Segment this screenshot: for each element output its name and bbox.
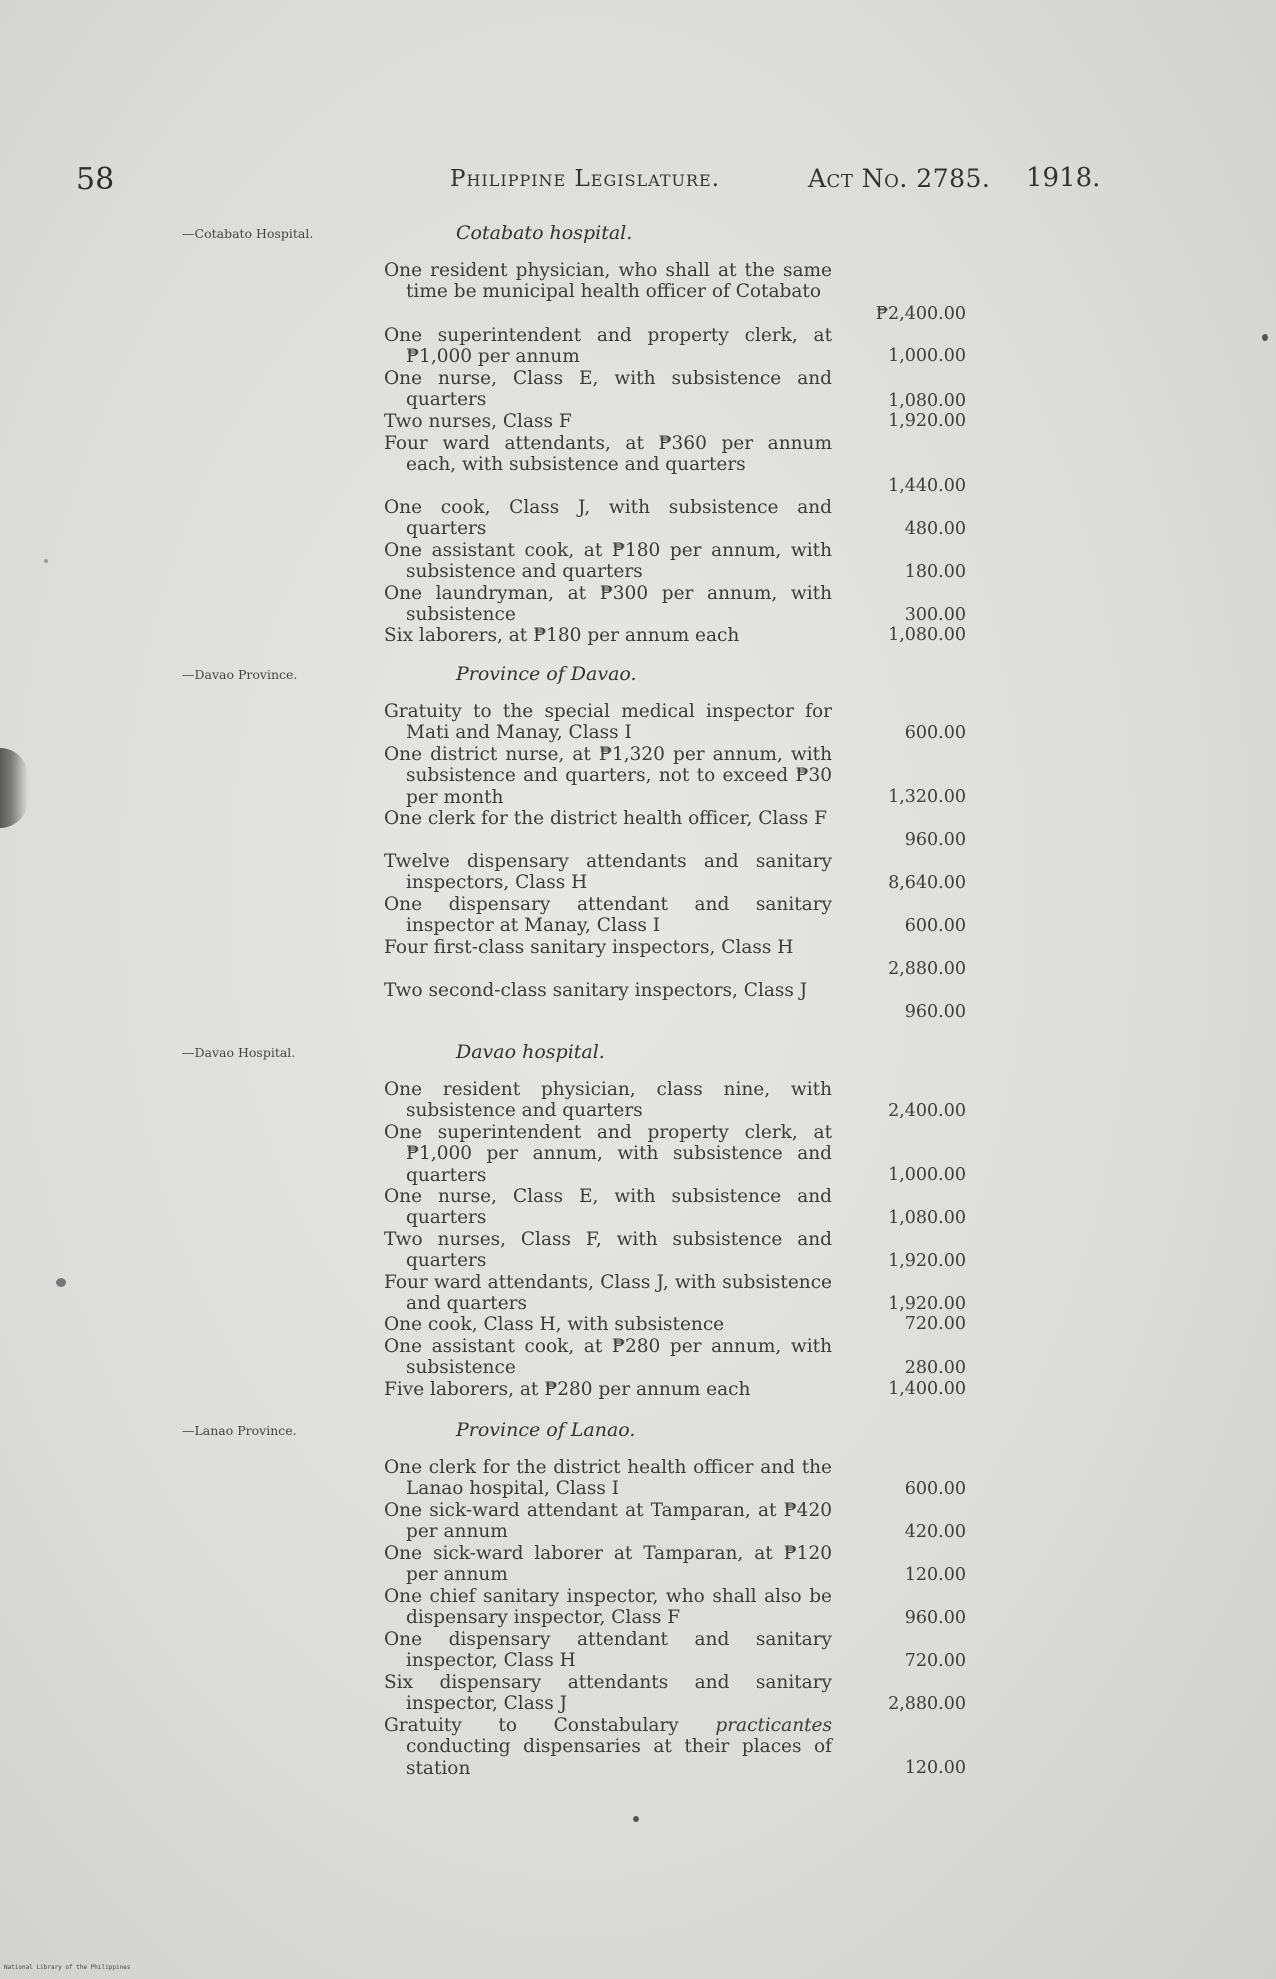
- item-amount: 1,080.00: [888, 625, 966, 645]
- item-amount: 600.00: [904, 723, 966, 743]
- item-amount: 1,320.00: [888, 787, 966, 807]
- item-amount: 280.00: [904, 1358, 966, 1378]
- item-description: One cook, Class J, with subsistence and quarters: [384, 497, 832, 540]
- item-description: One clerk for the district health officer, Class F: [384, 808, 828, 829]
- scan-speck: [56, 1278, 66, 1287]
- binding-shadow: [0, 748, 28, 828]
- item-description: One resident physician, class nine, with subsistence and quarters: [384, 1079, 832, 1122]
- item-description: Two nurses, Class F: [384, 411, 572, 432]
- item-description: One dispensary attendant and sanitary inspector, Class H: [384, 1629, 832, 1672]
- item-description: One resident physician, who shall at the same time be municipal health officer of Cotabato: [384, 260, 832, 303]
- item-description: One assistant cook, at ₱280 per annum, with subsistence: [384, 1336, 832, 1379]
- item-description: One dispensary attendant and sanitary inspector at Manay, Class I: [384, 894, 832, 937]
- item-amount: 180.00: [904, 562, 966, 582]
- item-description: One cook, Class H, with subsistence: [384, 1314, 725, 1335]
- scan-speck: [633, 1816, 639, 1822]
- item-description: One sick-ward laborer at Tamparan, at ₱120 per annum: [384, 1543, 832, 1586]
- item-description: Twelve dispensary attendants and sanitary inspectors, Class H: [384, 851, 832, 894]
- item-amount: 720.00: [904, 1314, 966, 1334]
- item-description: One district nurse, at ₱1,320 per annum, with subsistence and quarters, not to exceed ₱30 per month: [384, 744, 832, 808]
- page-number: 58: [76, 162, 115, 197]
- item-amount: 2,880.00: [888, 1694, 966, 1714]
- item-amount: 420.00: [904, 1522, 966, 1542]
- item-description: Two nurses, Class F, with subsistence and quarters: [384, 1229, 832, 1272]
- item-amount: 2,400.00: [888, 1101, 966, 1121]
- item-amount: 1,920.00: [888, 1294, 966, 1314]
- item-amount: 1,080.00: [888, 391, 966, 411]
- item-amount: 960.00: [904, 1002, 966, 1022]
- item-amount: ₱2,400.00: [875, 304, 966, 324]
- margin-note: —Lanao Province.: [182, 1423, 297, 1438]
- item-amount: 120.00: [904, 1565, 966, 1585]
- item-description: Six dispensary attendants and sanitary inspector, Class J: [384, 1672, 832, 1715]
- item-amount: 600.00: [904, 1479, 966, 1499]
- item-amount: 960.00: [904, 830, 966, 850]
- act-number: Act No. 2785.: [808, 164, 991, 193]
- section-title: Davao hospital.: [456, 1041, 605, 1063]
- item-amount: 1,000.00: [888, 1165, 966, 1185]
- item-description: One nurse, Class E, with subsistence and quarters: [384, 1186, 832, 1229]
- item-amount: 1,920.00: [888, 411, 966, 431]
- item-description: One clerk for the district health officer and the Lanao hospital, Class I: [384, 1457, 832, 1500]
- act-year: 1918.: [1026, 163, 1101, 193]
- item-amount: 120.00: [904, 1758, 966, 1778]
- item-amount: 1,440.00: [888, 476, 966, 496]
- item-description: Two second-class sanitary inspectors, Class J: [384, 980, 808, 1001]
- item-description: Four ward attendants, at ₱360 per annum each, with subsistence and quarters: [384, 433, 832, 476]
- margin-note: —Cotabato Hospital.: [182, 226, 314, 241]
- item-description: One sick-ward attendant at Tamparan, at ₱420 per annum: [384, 1500, 832, 1543]
- item-amount: 300.00: [904, 605, 966, 625]
- item-description: One chief sanitary inspector, who shall also be dispensary inspector, Class F: [384, 1586, 832, 1629]
- section-title: Province of Lanao.: [456, 1419, 636, 1441]
- margin-note: —Davao Hospital.: [182, 1045, 296, 1060]
- running-head: [0, 162, 1276, 202]
- item-description: Five laborers, at ₱280 per annum each: [384, 1379, 751, 1400]
- item-amount: 1,400.00: [888, 1379, 966, 1399]
- section-title: Cotabato hospital.: [456, 222, 633, 244]
- item-amount: 8,640.00: [888, 873, 966, 893]
- scan-speck: [1262, 334, 1268, 341]
- running-title: Philippine Legislature.: [450, 166, 721, 192]
- item-description: Gratuity to Constabulary practicantes conducting dispensaries at their places of station: [384, 1715, 832, 1779]
- item-amount: 1,920.00: [888, 1251, 966, 1271]
- item-description: One laundryman, at ₱300 per annum, with subsistence: [384, 583, 832, 626]
- item-amount: 1,080.00: [888, 1208, 966, 1228]
- italic-term: practicantes: [715, 1715, 832, 1736]
- item-amount: 480.00: [904, 519, 966, 539]
- item-description: Gratuity to the special medical inspector for Mati and Manay, Class I: [384, 701, 832, 744]
- item-amount: 600.00: [904, 916, 966, 936]
- item-description: Four ward attendants, Class J, with subsistence and quarters: [384, 1272, 832, 1315]
- item-description: One superintendent and property clerk, at ₱1,000 per annum, with subsistence and quarters: [384, 1122, 832, 1186]
- item-amount: 2,880.00: [888, 959, 966, 979]
- item-amount: 720.00: [904, 1651, 966, 1671]
- item-amount: 1,000.00: [888, 346, 966, 366]
- item-description: Four first-class sanitary inspectors, Class H: [384, 937, 794, 958]
- item-description: Six laborers, at ₱180 per annum each: [384, 625, 740, 646]
- item-amount: 960.00: [904, 1608, 966, 1628]
- item-description: One nurse, Class E, with subsistence and quarters: [384, 368, 832, 411]
- archive-footer: National Library of the Philippines: [4, 1964, 131, 1971]
- section-title: Province of Davao.: [456, 663, 637, 685]
- item-description: One assistant cook, at ₱180 per annum, with subsistence and quarters: [384, 540, 832, 583]
- scan-speck: [44, 559, 48, 563]
- item-description: One superintendent and property clerk, at ₱1,000 per annum: [384, 325, 832, 368]
- margin-note: —Davao Province.: [182, 667, 298, 682]
